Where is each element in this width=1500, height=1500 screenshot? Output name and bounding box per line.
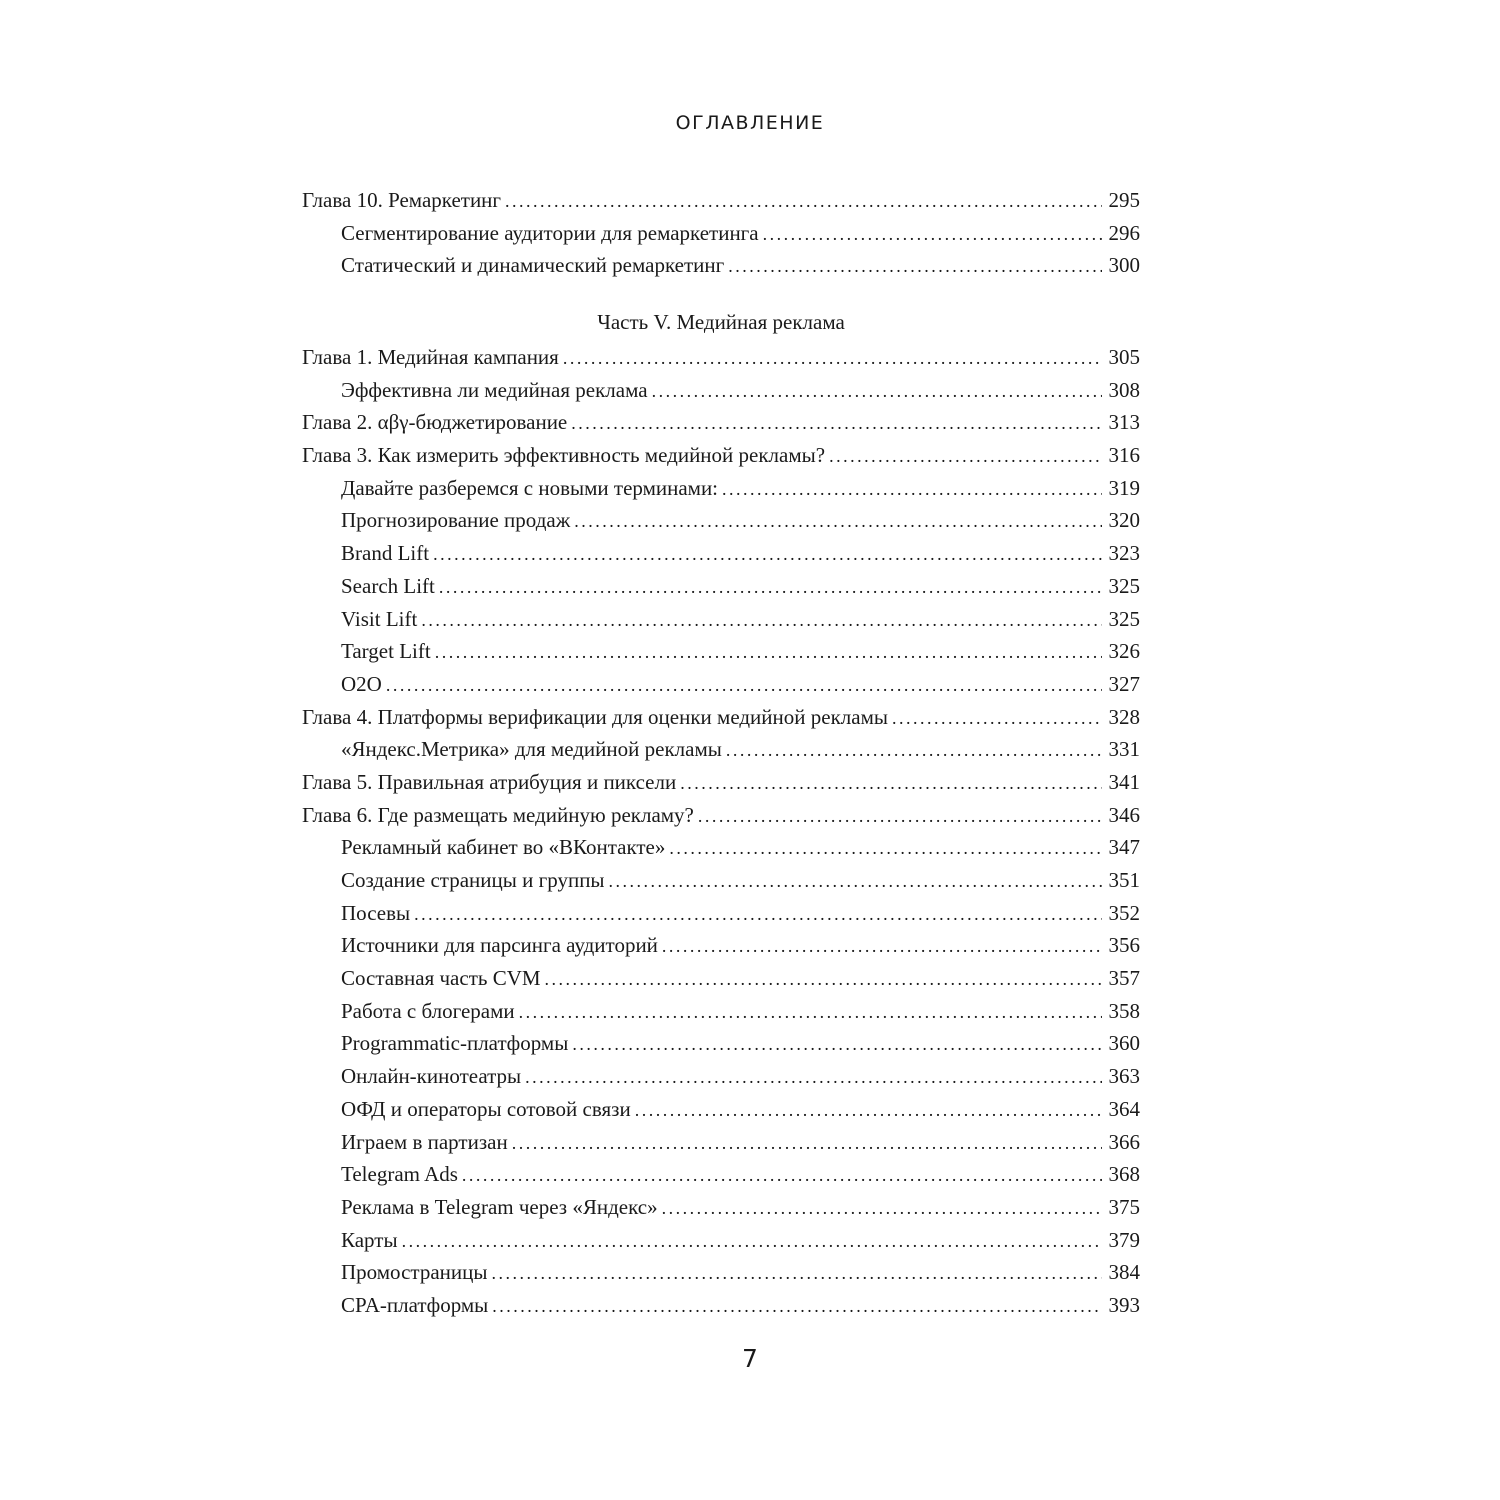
toc-entry-title: Работа с блогерами — [341, 998, 515, 1023]
toc-entry-page: 351 — [1108, 868, 1140, 892]
toc-entry-title: CPA-платформы — [341, 1292, 489, 1317]
toc-entry-page: 300 — [1108, 253, 1140, 278]
toc-entry-page: 313 — [1108, 410, 1140, 435]
toc-entry-title: Visit Lift — [341, 606, 418, 631]
toc-entry[interactable] — [302, 1289, 1140, 1322]
toc-header: ОГЛАВЛЕНИЕ — [675, 112, 825, 134]
toc-entry-title: Прогнозирование продаж — [341, 508, 571, 533]
toc-entry-page: 305 — [1108, 345, 1140, 369]
toc-entry-page: 323 — [1108, 541, 1140, 566]
toc-entry-page: 384 — [1108, 1260, 1140, 1285]
dot-leader — [571, 407, 1102, 440]
dot-leader — [414, 898, 1102, 931]
toc-entry[interactable] — [302, 1060, 1140, 1093]
toc-entry-page: 358 — [1108, 998, 1140, 1023]
toc-entry[interactable] — [302, 249, 1140, 282]
toc-entry-title: Глава 1. Медийная кампания — [302, 345, 559, 369]
toc-entry[interactable] — [302, 406, 1140, 439]
toc-entry-title: Глава 6. Где размещать медийную рекламу? — [302, 802, 694, 827]
toc-entry[interactable] — [302, 831, 1140, 864]
toc-entry-page: 325 — [1108, 573, 1140, 598]
toc-entry-page: 341 — [1108, 769, 1140, 794]
toc-entry-title: Глава 4. Платформы верификации для оценки медийной рекламы — [302, 704, 888, 729]
toc-entry-title: O2O — [341, 671, 382, 696]
toc-entry[interactable] — [302, 733, 1140, 766]
toc-entry[interactable] — [302, 1256, 1140, 1289]
toc-entry-title: Реклама в Telegram через «Яндекс» — [341, 1194, 658, 1219]
toc-entry-title: Онлайн-кинотеатры — [341, 1064, 522, 1089]
toc-entry[interactable] — [302, 701, 1140, 734]
toc-entry-page: 352 — [1108, 900, 1140, 925]
toc-section-1 — [302, 184, 1140, 282]
dot-leader — [545, 963, 1102, 996]
toc-entry-page: 368 — [1108, 1162, 1140, 1187]
dot-leader — [491, 1257, 1102, 1290]
toc-entry-page: 357 — [1108, 966, 1140, 991]
dot-leader — [669, 832, 1102, 865]
toc-entry-page: 319 — [1108, 475, 1140, 500]
toc-entry-page: 360 — [1108, 1031, 1140, 1056]
toc-entry-title: Programmatic-платформы — [341, 1031, 569, 1056]
toc-entry-page: 325 — [1108, 606, 1140, 631]
toc-entry[interactable] — [302, 962, 1140, 995]
dot-leader — [572, 1028, 1102, 1061]
dot-leader — [519, 996, 1102, 1029]
toc-entry-page: 379 — [1108, 1227, 1140, 1252]
toc-entry-page: 320 — [1108, 508, 1140, 533]
dot-leader — [763, 218, 1102, 251]
toc-entry-title: Сегментирование аудитории для ремаркетинга — [341, 220, 759, 245]
toc-entry-title: «Яндекс.Метрика» для медийной рекламы — [341, 737, 722, 762]
page-number: 7 — [742, 1344, 758, 1373]
dot-leader — [728, 250, 1102, 283]
toc-entry-page: 356 — [1108, 933, 1140, 958]
toc-entry[interactable] — [302, 472, 1140, 505]
dot-leader — [726, 734, 1102, 767]
toc-entry-title: Target Lift — [341, 639, 431, 664]
dot-leader — [512, 1127, 1102, 1160]
toc-entry[interactable] — [302, 439, 1140, 472]
toc-entry-title: Глава 5. Правильная атрибуция и пиксели — [302, 769, 677, 794]
dot-leader — [525, 1061, 1102, 1094]
toc-entry[interactable] — [302, 1191, 1140, 1224]
toc-entry-title: Brand Lift — [341, 541, 430, 566]
toc-entry-page: 295 — [1108, 188, 1140, 212]
toc-entry[interactable] — [302, 217, 1140, 250]
dot-leader — [698, 800, 1102, 833]
toc-entry[interactable] — [302, 1027, 1140, 1060]
dot-leader — [574, 505, 1102, 538]
dot-leader — [421, 604, 1102, 637]
toc-entry-title: Создание страницы и группы — [341, 868, 605, 892]
toc-entry[interactable] — [302, 897, 1140, 930]
toc-entry[interactable] — [302, 184, 1140, 217]
toc-entry[interactable] — [302, 537, 1140, 570]
toc-entry-page: 326 — [1108, 639, 1140, 664]
toc-entry-page: 363 — [1108, 1064, 1140, 1089]
dot-leader — [662, 1192, 1102, 1225]
toc-entry[interactable] — [302, 1224, 1140, 1257]
dot-leader — [433, 538, 1102, 571]
toc-entry-page: 364 — [1108, 1096, 1140, 1121]
dot-leader — [505, 185, 1102, 218]
dot-leader — [386, 669, 1102, 702]
toc-entry-page: 316 — [1108, 443, 1140, 468]
toc-entry-title: Эффективна ли медийная реклама — [341, 377, 648, 402]
toc-entry-title: Рекламный кабинет во «ВКонтакте» — [341, 835, 666, 860]
toc-entry[interactable] — [302, 635, 1140, 668]
toc-entry-title: Промостраницы — [341, 1260, 488, 1285]
toc-entry[interactable] — [302, 929, 1140, 962]
toc-entry-title: Статический и динамический ремаркетинг — [341, 253, 725, 278]
toc-entry-title: Составная часть CVM — [341, 966, 541, 991]
dot-leader — [662, 930, 1102, 963]
part-heading: Часть V. Медийная реклама — [597, 310, 845, 334]
toc-entry-page: 393 — [1108, 1292, 1140, 1317]
toc-entry-title: ОФД и операторы сотовой связи — [341, 1096, 631, 1121]
dot-leader — [892, 702, 1102, 735]
toc-entry[interactable] — [302, 864, 1140, 897]
dot-leader — [563, 342, 1102, 375]
toc-entry[interactable] — [302, 995, 1140, 1028]
toc-entries — [302, 341, 1140, 1322]
toc-entry[interactable] — [302, 341, 1140, 374]
dot-leader — [435, 636, 1102, 669]
toc-entry-page: 327 — [1108, 671, 1140, 696]
toc-entry-title: Посевы — [341, 900, 411, 925]
toc-entry[interactable] — [302, 766, 1140, 799]
toc-entry[interactable] — [302, 668, 1140, 701]
toc-entry[interactable] — [302, 570, 1140, 603]
dot-leader — [829, 440, 1102, 473]
toc-entry[interactable] — [302, 799, 1140, 832]
toc-entry-title: Telegram Ads — [341, 1162, 458, 1187]
dot-leader — [609, 865, 1102, 898]
toc-entry-page: 296 — [1108, 220, 1140, 245]
toc-entry-title: Давайте разберемся с новыми терминами: — [341, 475, 719, 500]
toc-entry[interactable] — [302, 1158, 1140, 1191]
toc-entry[interactable] — [302, 504, 1140, 537]
dot-leader — [402, 1225, 1102, 1258]
dot-leader — [635, 1094, 1102, 1127]
dot-leader — [462, 1159, 1102, 1192]
toc-entry-title: Карты — [341, 1227, 398, 1252]
toc-entry-title: Играем в партизан — [341, 1129, 508, 1154]
toc-entry-page: 346 — [1108, 802, 1140, 827]
toc-entry[interactable] — [302, 1093, 1140, 1126]
dot-leader — [652, 375, 1102, 408]
toc-entry-page: 328 — [1108, 704, 1140, 729]
toc-entry[interactable] — [302, 374, 1140, 407]
toc-entry-page: 375 — [1108, 1194, 1140, 1219]
toc-entry[interactable] — [302, 603, 1140, 636]
toc-entry-title: Глава 3. Как измерить эффективность медийной рекламы? — [302, 443, 826, 468]
dot-leader — [492, 1290, 1102, 1323]
dot-leader — [680, 767, 1102, 800]
toc-entry-page: 347 — [1108, 835, 1140, 860]
toc-entry-title: Глава 2. αβγ-бюджетирование — [302, 410, 568, 435]
dot-leader — [722, 473, 1102, 506]
toc-entry-page: 308 — [1108, 377, 1140, 402]
toc-entry-page: 366 — [1108, 1129, 1140, 1154]
toc-section-2 — [302, 303, 1140, 1322]
toc-entry-title: Search Lift — [341, 573, 435, 598]
toc-entry-page: 331 — [1108, 737, 1140, 762]
dot-leader — [439, 571, 1102, 604]
toc-entry-title: Глава 10. Ремаркетинг — [302, 188, 502, 212]
toc-entry-title: Источники для парсинга аудиторий — [341, 933, 658, 958]
toc-entry[interactable] — [302, 1126, 1140, 1159]
